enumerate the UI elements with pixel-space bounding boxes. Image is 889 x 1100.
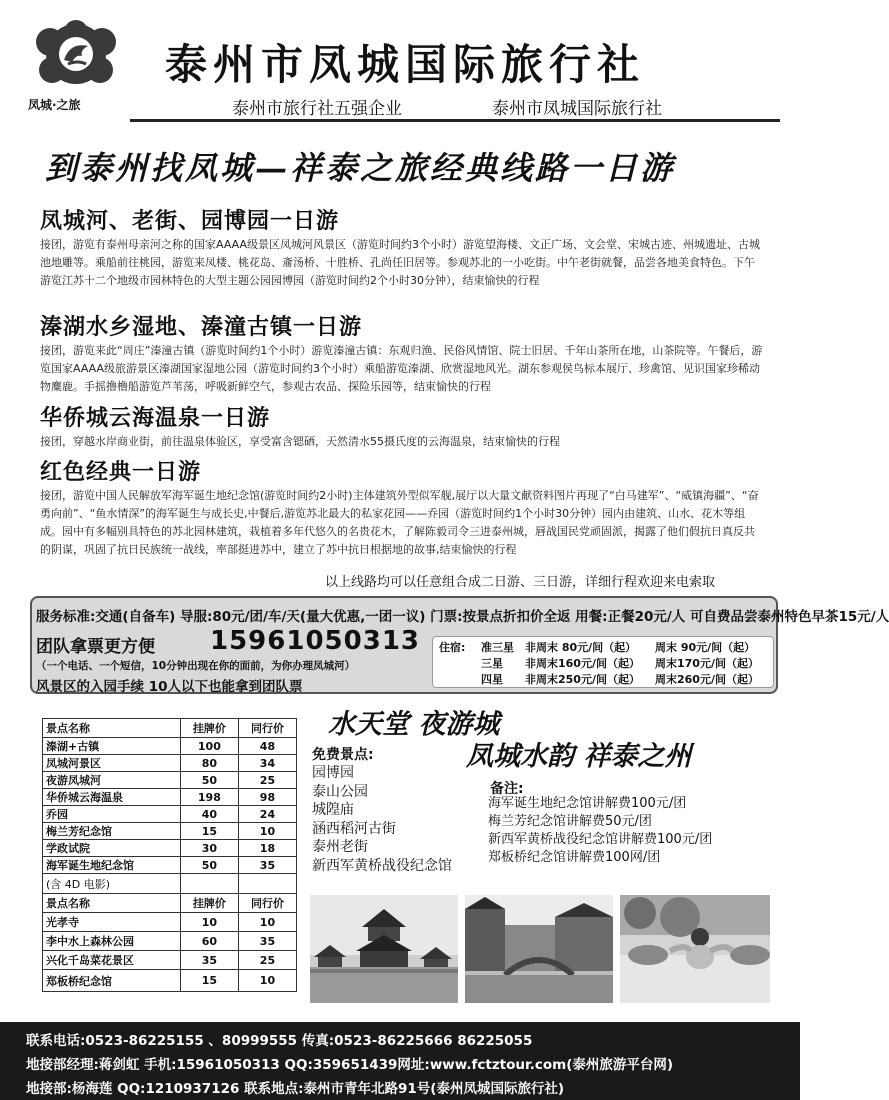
- phoenix-logo-icon: [30, 20, 122, 88]
- agent-price: 35: [238, 857, 296, 874]
- list-price: 15: [180, 970, 238, 992]
- combine-note: 以上线路均可以任意组合成二日游、三日游，详细行程欢迎来电索取: [325, 575, 716, 590]
- agent-price: 98: [238, 789, 296, 806]
- hotel-weekday: 非周末250元/间（起）: [525, 673, 640, 686]
- route-title: 华侨城云海温泉一日游: [40, 406, 271, 431]
- column-header: 景点名称: [43, 894, 181, 913]
- free-spots-list: [312, 764, 452, 875]
- spot-name: 兴化千岛菜花景区: [43, 951, 181, 970]
- hotel-label: 住宿:: [439, 641, 466, 654]
- hotel-row: [439, 639, 755, 655]
- tagline-left: 泰州市旅行社五强企业: [232, 99, 402, 119]
- list-price: 30: [180, 840, 238, 857]
- banner-title: 到泰州找凤城—祥泰之旅经典线路一日游: [45, 149, 676, 187]
- list-item: 泰山公园: [312, 783, 368, 800]
- agent-price: 34: [238, 755, 296, 772]
- hotel-box: [432, 636, 774, 688]
- table-row: [43, 823, 297, 840]
- list-price: 10: [180, 913, 238, 932]
- list-price: 60: [180, 932, 238, 951]
- spot-name: 夜游凤城河: [43, 772, 181, 789]
- list-price: 100: [180, 738, 238, 755]
- route-desc: 接团，游览中国人民解放军海军诞生地纪念馆(游览时间约2小时)主体建筑外型似军舰,展厅以大量文献资料图片再现了“白马建军”、“威镇海疆”、“奋勇向前”、“鱼水情深”的海军诞生与成长史,中餐后,游览苏北最大的私家花园——乔园（游览时间约1个小时30分钟）园内由建筑、山水、花木等组成。园中有多幅别具特色的苏北园林建筑，栽植着多年代悠久的名贵花木，了解陈毅司令三进泰州城，唇战国民党顽固派，揭露了他们假抗日真反共的阴谋，巩固了抗日民族统一战线，率部挺进苏中，建立了苏中抗日根据地的故事,结束愉快的行程: [40, 489, 759, 556]
- table-row: [43, 970, 297, 992]
- spot-name: 梅兰芳纪念馆: [43, 823, 181, 840]
- film-note: (含 4D 电影): [43, 874, 181, 894]
- slogan-2: 凤城水韵 祥泰之州: [466, 741, 692, 772]
- table-row: [43, 951, 297, 970]
- header-divider: [130, 119, 780, 122]
- phone-note: （一个电话、一个短信，10分钟出现在你的面前，为你办理凤城河）: [36, 660, 356, 672]
- agent-price: 24: [238, 806, 296, 823]
- table-header-row: [43, 719, 297, 738]
- list-item: 梅兰芳纪念馆讲解费50元/团: [488, 814, 652, 829]
- hotel-weekday: 非周末 80元/间（起）: [525, 641, 637, 654]
- spot-name: 凤城河景区: [43, 755, 181, 772]
- hotline-number[interactable]: 15961050313: [210, 626, 420, 656]
- route-desc: 接团，游览有泰州母亲河之称的国家AAAA级景区凤城河风景区（游览时间约3个小时）游览望海楼、文正广场、文会堂、宋城古迹、州城遗址、古城池地雕等。乘船前往桃园，游览来凤楼、桃花岛、齑汤桥、十胜桥、孔尚任旧居等。参观苏北的一小吃街。中午老街就餐，品尝各地美食特色。下午游览江苏十二个地级市园林特色的大型主题公园园博园（游览时间约2个小时30分钟），结束愉快的行程: [40, 238, 761, 287]
- spot-name: 学政试院: [43, 840, 181, 857]
- table-row: [43, 874, 297, 894]
- hotel-row: [439, 671, 759, 687]
- agent-price: 25: [238, 772, 296, 789]
- water-town-photo: [465, 895, 613, 1003]
- free-spots-heading: 免费景点:: [312, 747, 374, 763]
- hotel-star: 四星: [481, 673, 503, 686]
- notes-heading: 备注:: [490, 781, 524, 797]
- agent-price: 10: [238, 913, 296, 932]
- table-row: [43, 772, 297, 789]
- list-price: 50: [180, 857, 238, 874]
- table-row: [43, 806, 297, 823]
- hotel-weekend: 周末 90元/间（起）: [655, 641, 756, 654]
- header: [0, 0, 800, 122]
- route-item: [40, 405, 765, 451]
- scenic-note: 风景区的入园手续 10人以下也能拿到团队票: [36, 679, 303, 695]
- table-row: [43, 857, 297, 874]
- route-desc: 接团，游览来此“周庄”溱潼古镇（游览时间约1个小时）游览溱潼古镇：东观归渔、民俗风情馆、院士旧居、千年山茶所在地，山茶院等。午餐后，游览国家AAAA级旅游景区溱湖国家湿地公园（游览时间约3个小时）乘船游览溱湖、欣赏湿地风光。湖东参观侯鸟标本展厅、珍禽馆、见识国家珍稀动物麋鹿。手摇撸橹船游览芦苇荡，呼吸新鲜空气，参观古农品、探险乐园等，结束愉快的行程: [40, 344, 763, 393]
- route-title: 凤城河、老街、园博园一日游: [40, 209, 340, 234]
- notes-list: [488, 795, 712, 867]
- hotel-weekend: 周末170元/间（起）: [655, 657, 759, 670]
- route-item: [40, 314, 765, 396]
- route-desc: 接团，穿越水岸商业街，前往温泉体验区，享受富含锶硒，天然清水55摄氏度的云海温泉，结束愉快的行程: [40, 435, 560, 448]
- list-item: 郑板桥纪念馆讲解费100网/团: [488, 850, 661, 865]
- hotel-row: [439, 655, 759, 671]
- table-header-row: [43, 894, 297, 913]
- route-item: [40, 459, 765, 559]
- group-ticket-label: 团队拿票更方便: [36, 637, 155, 657]
- spot-name: 乔园: [43, 806, 181, 823]
- footer-address: 地接部:杨海莲 QQ:1210937126 联系地点:泰州市青年北路91号(泰州凤城国际旅行社): [26, 1081, 565, 1097]
- hotel-star: 三星: [481, 657, 503, 670]
- service-standard: 服务标准:交通(自备车) 导服:80元/团/车/天(量大优惠,一团一议) 门票:按景点折扣价全返 用餐:正餐20元/人 可自费品尝泰州特色早茶15元/人: [36, 609, 889, 625]
- list-item: 城隍庙: [312, 802, 354, 818]
- company-name: 泰州市凤城国际旅行社: [165, 40, 646, 89]
- hotel-weekday: 非周末160元/间（起）: [525, 657, 640, 670]
- table-row: [43, 840, 297, 857]
- route-title: 红色经典一日游: [40, 460, 202, 485]
- list-item: 泰州老街: [312, 839, 368, 855]
- agent-price: 25: [238, 951, 296, 970]
- footer: [0, 1022, 800, 1100]
- agent-price: 10: [238, 970, 296, 992]
- column-header: 景点名称: [43, 719, 181, 738]
- hotel-star: 准三星: [481, 641, 514, 654]
- list-price: 40: [180, 806, 238, 823]
- column-header: 挂牌价: [180, 894, 238, 913]
- table-row: [43, 755, 297, 772]
- agent-price: 35: [238, 932, 296, 951]
- spot-name: 郑板桥纪念馆: [43, 970, 181, 992]
- agent-price: 10: [238, 823, 296, 840]
- logo-caption: 凤城·之旅: [28, 98, 81, 112]
- list-price: 198: [180, 789, 238, 806]
- list-price: 15: [180, 823, 238, 840]
- list-item: 新西军黄桥战役纪念馆讲解费100元/团: [488, 832, 713, 847]
- hot-spring-photo: [620, 895, 770, 1003]
- table-row: [43, 789, 297, 806]
- table-row: [43, 913, 297, 932]
- slogan-1: 水天堂 夜游城: [328, 709, 500, 740]
- hotel-weekend: 周末260元/间（起）: [655, 673, 759, 686]
- agent-price: 18: [238, 840, 296, 857]
- tagline-right: 泰州市凤城国际旅行社: [492, 99, 662, 119]
- column-header: 同行价: [238, 894, 296, 913]
- column-header: 挂牌价: [180, 719, 238, 738]
- spot-name: 华侨城云海温泉: [43, 789, 181, 806]
- list-price: 35: [180, 951, 238, 970]
- route-item: [40, 208, 765, 290]
- pavilion-photo: [310, 895, 458, 1003]
- list-item: 海军诞生地纪念馆讲解费100元/团: [488, 796, 687, 811]
- table-row: [43, 738, 297, 755]
- list-item: 新西军黄桥战役纪念馆: [312, 857, 452, 874]
- list-price: 50: [180, 772, 238, 789]
- spot-name: 光孝寺: [43, 913, 181, 932]
- column-header: 同行价: [238, 719, 296, 738]
- list-price: 80: [180, 755, 238, 772]
- agent-price: 48: [238, 738, 296, 755]
- spot-name: 海军诞生地纪念馆: [43, 857, 181, 874]
- table-row: [43, 932, 297, 951]
- spot-name: 溱湖+古镇: [43, 738, 181, 755]
- footer-manager: 地接部经理:蒋剑虹 手机:15961050313 QQ:359651439网址:www.fctztour.com(泰州旅游平台网): [26, 1057, 674, 1073]
- list-item: 园博园: [312, 765, 354, 781]
- footer-contact: 联系电话:0523-86225155 、80999555 传真:0523-86225666 86225055: [26, 1033, 533, 1049]
- spot-name: 李中水上森林公园: [43, 932, 181, 951]
- route-title: 溱湖水乡湿地、溱潼古镇一日游: [40, 315, 363, 340]
- service-box: [30, 596, 889, 695]
- list-item: 涵西稻河古街: [312, 820, 396, 837]
- price-table: [42, 718, 297, 992]
